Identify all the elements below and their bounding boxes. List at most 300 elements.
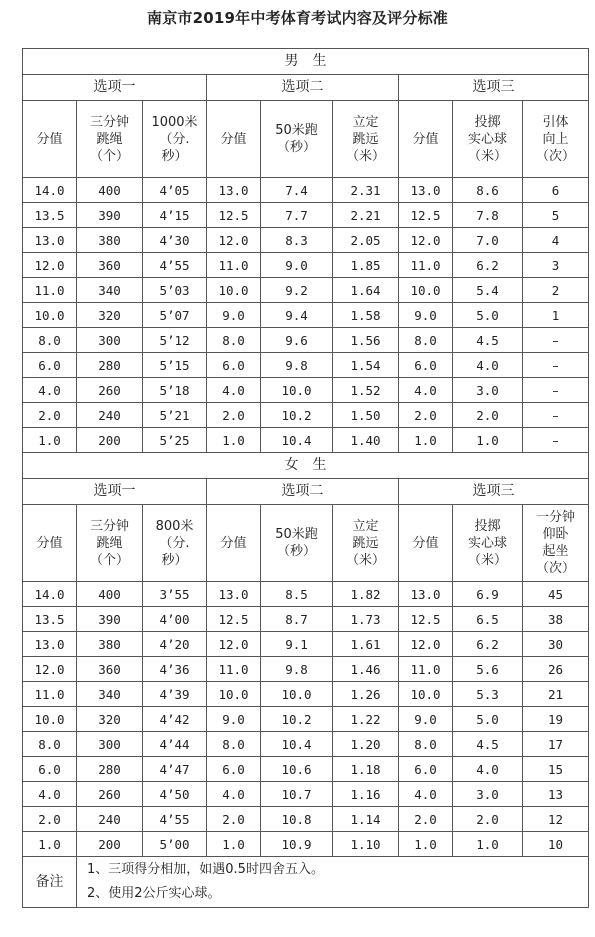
table-cell: 7.4 bbox=[261, 178, 333, 203]
table-cell: 2.0 bbox=[399, 403, 453, 428]
column-header bbox=[399, 101, 453, 178]
table-cell: 9.0 bbox=[207, 707, 261, 732]
table-cell: 9.8 bbox=[261, 353, 333, 378]
male-group-row bbox=[23, 75, 589, 101]
option-group-label: 选项一 bbox=[23, 75, 207, 101]
table-cell: 1.0 bbox=[453, 832, 523, 857]
table-cell: 320 bbox=[77, 707, 143, 732]
table-cell: 380 bbox=[77, 228, 143, 253]
table-cell: 6.0 bbox=[207, 757, 261, 782]
table-cell: 14.0 bbox=[23, 178, 77, 203]
option-group-label: 选项二 bbox=[207, 479, 399, 505]
column-header-line: 跳绳 bbox=[96, 131, 123, 147]
table-cell: 7.7 bbox=[261, 203, 333, 228]
table-cell: 11.0 bbox=[207, 253, 261, 278]
column-header-line: 引体 bbox=[542, 114, 569, 130]
page-title: 南京市2019年中考体育考试内容及评分标准 bbox=[147, 9, 448, 27]
table-cell: 4’50 bbox=[143, 782, 207, 807]
table-cell: 1.26 bbox=[333, 682, 399, 707]
table-cell: 1.61 bbox=[333, 632, 399, 657]
table-cell: 8.5 bbox=[261, 582, 333, 607]
column-header bbox=[333, 505, 399, 582]
notes-row bbox=[23, 857, 589, 908]
column-header-line: 1000米 bbox=[151, 114, 198, 130]
table-cell: 9.0 bbox=[399, 303, 453, 328]
column-header bbox=[333, 101, 399, 178]
column-header-line: 800米 bbox=[155, 518, 194, 534]
column-header-line: 仰卧 bbox=[542, 527, 569, 542]
table-cell: 12.5 bbox=[399, 607, 453, 632]
table-cell: 17 bbox=[523, 732, 589, 757]
table-cell: 5’25 bbox=[143, 428, 207, 453]
option-group-label: 选项三 bbox=[399, 75, 589, 101]
table-cell: 4.0 bbox=[23, 782, 77, 807]
table-cell: 8.0 bbox=[399, 328, 453, 353]
table-cell: 200 bbox=[77, 428, 143, 453]
column-header-line: 分值 bbox=[412, 131, 439, 147]
table-row bbox=[23, 657, 589, 682]
table-cell: 7.0 bbox=[453, 228, 523, 253]
table-cell: 8.7 bbox=[261, 607, 333, 632]
column-header bbox=[453, 505, 523, 582]
female-header-row bbox=[23, 505, 589, 582]
table-cell: 2.05 bbox=[333, 228, 399, 253]
table-cell: 11.0 bbox=[207, 657, 261, 682]
table-cell: 4’36 bbox=[143, 657, 207, 682]
table-cell: 10.9 bbox=[261, 832, 333, 857]
column-header-line: 一分钟 bbox=[536, 510, 576, 525]
table-cell: 10 bbox=[523, 832, 589, 857]
table-cell: 320 bbox=[77, 303, 143, 328]
table-cell: 10.8 bbox=[261, 807, 333, 832]
table-cell: 10.4 bbox=[261, 428, 333, 453]
table-cell: 390 bbox=[77, 203, 143, 228]
column-header-line: （秒） bbox=[276, 544, 316, 559]
table-cell: 340 bbox=[77, 682, 143, 707]
table-cell: 10.0 bbox=[399, 278, 453, 303]
table-cell: 13.0 bbox=[23, 228, 77, 253]
table-cell: 13.0 bbox=[207, 582, 261, 607]
table-cell: 280 bbox=[77, 353, 143, 378]
table-cell: 9.8 bbox=[261, 657, 333, 682]
column-header bbox=[23, 101, 77, 178]
table-cell: 1.0 bbox=[23, 832, 77, 857]
female-section-row bbox=[23, 453, 589, 479]
table-cell: 4’42 bbox=[143, 707, 207, 732]
table-cell: 4.0 bbox=[399, 782, 453, 807]
table-cell: 200 bbox=[77, 832, 143, 857]
table-cell: 10.0 bbox=[23, 707, 77, 732]
table-cell: 1.54 bbox=[333, 353, 399, 378]
table-cell: 4.0 bbox=[207, 378, 261, 403]
table-row bbox=[23, 682, 589, 707]
table-cell: 9.0 bbox=[261, 253, 333, 278]
male-section-row bbox=[23, 49, 589, 75]
column-header-line: 50米跑 bbox=[275, 527, 318, 542]
table-cell: 4’39 bbox=[143, 682, 207, 707]
option-group-label: 选项三 bbox=[399, 479, 589, 505]
table-cell: 260 bbox=[77, 378, 143, 403]
column-header-line: 分值 bbox=[36, 131, 63, 147]
table-cell: 1.18 bbox=[333, 757, 399, 782]
table-cell: 2.0 bbox=[23, 807, 77, 832]
table-cell: 26 bbox=[523, 657, 589, 682]
table-cell: 10.0 bbox=[23, 303, 77, 328]
column-header-line: （个） bbox=[89, 552, 129, 568]
table-cell: 10.2 bbox=[261, 403, 333, 428]
table-cell: – bbox=[523, 328, 589, 353]
table-cell: 8.0 bbox=[207, 328, 261, 353]
column-header-line: （次） bbox=[536, 561, 576, 576]
table-row bbox=[23, 228, 589, 253]
column-header bbox=[207, 505, 261, 582]
table-cell: 10.7 bbox=[261, 782, 333, 807]
table-cell: 4’15 bbox=[143, 203, 207, 228]
column-header-line: 向上 bbox=[542, 131, 569, 147]
table-cell: 5.0 bbox=[453, 707, 523, 732]
column-header-line: 分值 bbox=[412, 535, 439, 551]
column-header-line: （分. bbox=[159, 535, 190, 551]
table-cell: 300 bbox=[77, 328, 143, 353]
table-cell: 11.0 bbox=[23, 682, 77, 707]
table-row bbox=[23, 178, 589, 203]
table-cell: 12.0 bbox=[207, 632, 261, 657]
table-cell: 12.0 bbox=[207, 228, 261, 253]
table-cell: 6.0 bbox=[399, 353, 453, 378]
table-cell: 6 bbox=[523, 178, 589, 203]
table-row bbox=[23, 278, 589, 303]
table-cell: 1.73 bbox=[333, 607, 399, 632]
table-cell: 240 bbox=[77, 807, 143, 832]
table-cell: 1.0 bbox=[207, 832, 261, 857]
table-cell: 2.0 bbox=[453, 807, 523, 832]
option-group-label: 选项一 bbox=[23, 479, 207, 505]
table-cell: 8.0 bbox=[23, 328, 77, 353]
table-cell: 10.0 bbox=[399, 682, 453, 707]
table-cell: 8.3 bbox=[261, 228, 333, 253]
column-header bbox=[523, 101, 589, 178]
table-cell: 2.0 bbox=[453, 403, 523, 428]
table-cell: 1.46 bbox=[333, 657, 399, 682]
table-cell: 3.0 bbox=[453, 378, 523, 403]
column-header-line: 立定 bbox=[352, 114, 379, 130]
table-cell: 10.0 bbox=[207, 278, 261, 303]
table-row bbox=[23, 353, 589, 378]
column-header-line: 实心球 bbox=[467, 131, 507, 147]
table-cell: 11.0 bbox=[399, 657, 453, 682]
column-header-line: （分. bbox=[159, 131, 190, 147]
table-cell: 1.64 bbox=[333, 278, 399, 303]
male-header-row bbox=[23, 101, 589, 178]
column-header bbox=[77, 101, 143, 178]
table-cell: 8.0 bbox=[23, 732, 77, 757]
table-cell: 4’47 bbox=[143, 757, 207, 782]
table-cell: – bbox=[523, 403, 589, 428]
table-cell: 1.0 bbox=[453, 428, 523, 453]
table-cell: 9.0 bbox=[207, 303, 261, 328]
table-row bbox=[23, 303, 589, 328]
table-cell: 12.5 bbox=[207, 607, 261, 632]
table-cell: 1.0 bbox=[207, 428, 261, 453]
table-row bbox=[23, 707, 589, 732]
table-row bbox=[23, 807, 589, 832]
table-cell: 4’00 bbox=[143, 607, 207, 632]
female-group-row bbox=[23, 479, 589, 505]
table-cell: 4’55 bbox=[143, 253, 207, 278]
scoring-standard-table bbox=[22, 48, 589, 908]
table-cell: 1.0 bbox=[399, 832, 453, 857]
table-cell: 4’44 bbox=[143, 732, 207, 757]
table-cell: 13.0 bbox=[399, 582, 453, 607]
table-cell: 380 bbox=[77, 632, 143, 657]
table-cell: 10.6 bbox=[261, 757, 333, 782]
table-cell: 280 bbox=[77, 757, 143, 782]
column-header-line: （次） bbox=[536, 148, 576, 164]
table-cell: 3.0 bbox=[453, 782, 523, 807]
table-cell: 5’21 bbox=[143, 403, 207, 428]
table-cell: 4.0 bbox=[453, 353, 523, 378]
table-cell: 8.0 bbox=[399, 732, 453, 757]
table-row bbox=[23, 832, 589, 857]
table-cell: 10.0 bbox=[261, 682, 333, 707]
table-cell: 12 bbox=[523, 807, 589, 832]
column-header-line: 跳远 bbox=[352, 131, 379, 147]
table-cell: 1.40 bbox=[333, 428, 399, 453]
table-cell: 45 bbox=[523, 582, 589, 607]
table-row bbox=[23, 328, 589, 353]
table-row bbox=[23, 403, 589, 428]
table-cell: 5’07 bbox=[143, 303, 207, 328]
column-header-line: 起坐 bbox=[542, 544, 569, 559]
table-cell: 4.0 bbox=[453, 757, 523, 782]
table-cell: 4.0 bbox=[399, 378, 453, 403]
table-cell: 4.0 bbox=[23, 378, 77, 403]
table-row bbox=[23, 253, 589, 278]
column-header-line: （米） bbox=[467, 148, 507, 164]
table-cell: 12.0 bbox=[399, 228, 453, 253]
table-cell: 2.0 bbox=[399, 807, 453, 832]
table-cell: – bbox=[523, 353, 589, 378]
column-header-line: 实心球 bbox=[467, 535, 507, 551]
table-cell: 5’18 bbox=[143, 378, 207, 403]
table-cell: 8.0 bbox=[207, 732, 261, 757]
table-cell: 13.0 bbox=[399, 178, 453, 203]
column-header-line: 三分钟 bbox=[89, 114, 129, 130]
option-group-label: 选项二 bbox=[207, 75, 399, 101]
column-header bbox=[77, 505, 143, 582]
table-cell: – bbox=[523, 378, 589, 403]
column-header bbox=[523, 505, 589, 582]
table-cell: 1.22 bbox=[333, 707, 399, 732]
table-cell: 4 bbox=[523, 228, 589, 253]
table-cell: 260 bbox=[77, 782, 143, 807]
table-cell: 3 bbox=[523, 253, 589, 278]
table-cell: 12.0 bbox=[23, 253, 77, 278]
table-cell: 3’55 bbox=[143, 582, 207, 607]
column-header bbox=[143, 505, 207, 582]
table-cell: 360 bbox=[77, 253, 143, 278]
column-header-line: 立定 bbox=[352, 518, 379, 534]
table-cell: 5’03 bbox=[143, 278, 207, 303]
note-line: 1、三项得分相加，如遇0.5时四舍五入。 bbox=[87, 862, 324, 877]
table-cell: 5’00 bbox=[143, 832, 207, 857]
table-cell: 11.0 bbox=[399, 253, 453, 278]
female-section-label: 女 生 bbox=[23, 453, 589, 479]
notes-label: 备注 bbox=[23, 857, 77, 908]
column-header-line: 50米跑 bbox=[275, 123, 318, 138]
table-cell: 1.85 bbox=[333, 253, 399, 278]
table-cell: 1.0 bbox=[399, 428, 453, 453]
column-header-line: （米） bbox=[467, 552, 507, 568]
table-cell: 2.21 bbox=[333, 203, 399, 228]
notes-content bbox=[77, 857, 589, 908]
column-header bbox=[23, 505, 77, 582]
table-cell: 9.6 bbox=[261, 328, 333, 353]
column-header-line: 跳绳 bbox=[96, 535, 123, 551]
table-cell: 6.0 bbox=[399, 757, 453, 782]
table-cell: 5.3 bbox=[453, 682, 523, 707]
column-header-line: （米） bbox=[345, 552, 385, 568]
table-cell: 4’30 bbox=[143, 228, 207, 253]
table-cell: 4.0 bbox=[207, 782, 261, 807]
column-header-line: （秒） bbox=[276, 140, 316, 155]
table-cell: 12.0 bbox=[399, 632, 453, 657]
table-cell: 13.5 bbox=[23, 203, 77, 228]
table-cell: 5’15 bbox=[143, 353, 207, 378]
column-header bbox=[453, 101, 523, 178]
table-cell: 6.0 bbox=[207, 353, 261, 378]
table-cell: 9.0 bbox=[399, 707, 453, 732]
table-cell: 8.6 bbox=[453, 178, 523, 203]
table-cell: 6.2 bbox=[453, 253, 523, 278]
table-cell: 13.0 bbox=[23, 632, 77, 657]
table-cell: 400 bbox=[77, 178, 143, 203]
table-cell: 13.5 bbox=[23, 607, 77, 632]
table-cell: 6.0 bbox=[23, 757, 77, 782]
table-cell: 4.5 bbox=[453, 732, 523, 757]
table-cell: 1.82 bbox=[333, 582, 399, 607]
column-header-line: 投掷 bbox=[474, 518, 501, 534]
table-cell: 4.5 bbox=[453, 328, 523, 353]
table-row bbox=[23, 632, 589, 657]
note-line: 2、使用2公斤实心球。 bbox=[87, 886, 221, 901]
table-cell: 13.0 bbox=[207, 178, 261, 203]
male-section-label: 男 生 bbox=[23, 49, 589, 75]
table-cell: 11.0 bbox=[23, 278, 77, 303]
column-header-line: 分值 bbox=[220, 131, 247, 147]
table-cell: – bbox=[523, 428, 589, 453]
table-cell: 1.20 bbox=[333, 732, 399, 757]
column-header-line: 分值 bbox=[220, 535, 247, 551]
table-cell: 1.58 bbox=[333, 303, 399, 328]
column-header-line: 秒） bbox=[161, 552, 188, 568]
table-cell: 1 bbox=[523, 303, 589, 328]
table-cell: 19 bbox=[523, 707, 589, 732]
column-header-line: 三分钟 bbox=[89, 518, 129, 534]
table-row bbox=[23, 428, 589, 453]
table-cell: 240 bbox=[77, 403, 143, 428]
table-cell: 4’20 bbox=[143, 632, 207, 657]
table-cell: 10.0 bbox=[207, 682, 261, 707]
table-cell: 6.0 bbox=[23, 353, 77, 378]
column-header-line: （个） bbox=[89, 148, 129, 164]
table-cell: 6.9 bbox=[453, 582, 523, 607]
table-cell: 300 bbox=[77, 732, 143, 757]
table-row bbox=[23, 732, 589, 757]
table-cell: 5’12 bbox=[143, 328, 207, 353]
column-header bbox=[399, 505, 453, 582]
table-row bbox=[23, 582, 589, 607]
table-cell: 15 bbox=[523, 757, 589, 782]
table-cell: 1.14 bbox=[333, 807, 399, 832]
table-cell: 10.2 bbox=[261, 707, 333, 732]
column-header-line: （米） bbox=[345, 148, 385, 164]
table-row bbox=[23, 203, 589, 228]
table-cell: 14.0 bbox=[23, 582, 77, 607]
table-cell: 38 bbox=[523, 607, 589, 632]
table-cell: 7.8 bbox=[453, 203, 523, 228]
table-cell: 4’05 bbox=[143, 178, 207, 203]
table-cell: 2.0 bbox=[23, 403, 77, 428]
column-header bbox=[261, 505, 333, 582]
table-cell: 2.0 bbox=[207, 403, 261, 428]
column-header-line: 投掷 bbox=[474, 114, 501, 130]
table-cell: 1.52 bbox=[333, 378, 399, 403]
table-cell: 9.1 bbox=[261, 632, 333, 657]
table-cell: 390 bbox=[77, 607, 143, 632]
column-header-line: 秒） bbox=[161, 148, 188, 164]
table-cell: 360 bbox=[77, 657, 143, 682]
table-cell: 6.2 bbox=[453, 632, 523, 657]
table-cell: 1.0 bbox=[23, 428, 77, 453]
table-cell: 9.4 bbox=[261, 303, 333, 328]
table-cell: 9.2 bbox=[261, 278, 333, 303]
table-cell: 1.10 bbox=[333, 832, 399, 857]
table-cell: 2.31 bbox=[333, 178, 399, 203]
table-row bbox=[23, 757, 589, 782]
table-cell: 21 bbox=[523, 682, 589, 707]
column-header bbox=[143, 101, 207, 178]
table-row bbox=[23, 607, 589, 632]
table-cell: 6.5 bbox=[453, 607, 523, 632]
column-header bbox=[207, 101, 261, 178]
table-cell: 13 bbox=[523, 782, 589, 807]
table-cell: 5 bbox=[523, 203, 589, 228]
column-header-line: 跳远 bbox=[352, 535, 379, 551]
table-cell: 12.5 bbox=[399, 203, 453, 228]
table-cell: 30 bbox=[523, 632, 589, 657]
column-header bbox=[261, 101, 333, 178]
table-row bbox=[23, 782, 589, 807]
table-cell: 2.0 bbox=[207, 807, 261, 832]
table-cell: 340 bbox=[77, 278, 143, 303]
table-cell: 5.0 bbox=[453, 303, 523, 328]
table-cell: 1.56 bbox=[333, 328, 399, 353]
table-cell: 400 bbox=[77, 582, 143, 607]
table-cell: 5.4 bbox=[453, 278, 523, 303]
table-row bbox=[23, 378, 589, 403]
table-cell: 12.0 bbox=[23, 657, 77, 682]
table-cell: 5.6 bbox=[453, 657, 523, 682]
table-cell: 12.5 bbox=[207, 203, 261, 228]
column-header-line: 分值 bbox=[36, 535, 63, 551]
table-cell: 10.0 bbox=[261, 378, 333, 403]
table-cell: 1.16 bbox=[333, 782, 399, 807]
table-cell: 2 bbox=[523, 278, 589, 303]
table-cell: 1.50 bbox=[333, 403, 399, 428]
table-cell: 4’55 bbox=[143, 807, 207, 832]
table-cell: 10.4 bbox=[261, 732, 333, 757]
